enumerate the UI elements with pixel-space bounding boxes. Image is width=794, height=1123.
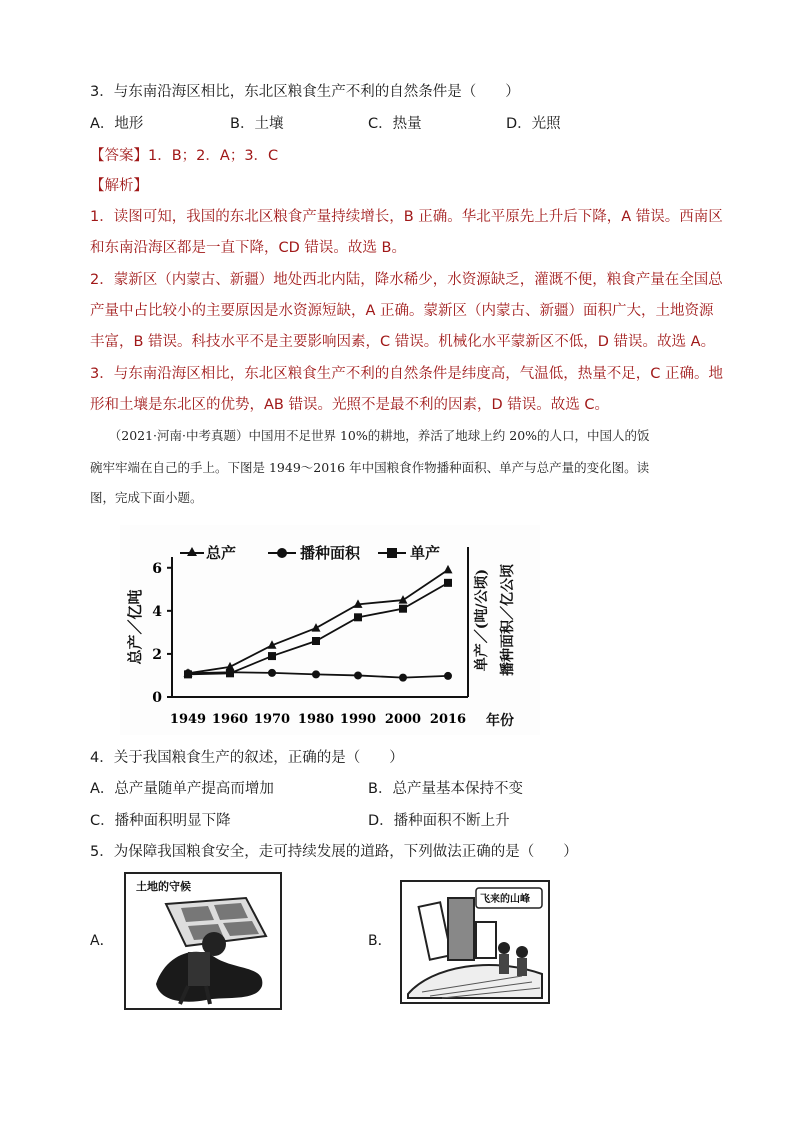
series-2-point <box>312 637 320 645</box>
passage-line-2: 碗牢牢端在自己的手上。下图是 1949～2016 年中国粮食作物播种面积、单产与总产量的变化图。读 <box>90 460 650 475</box>
x-tick-label: 1980 <box>297 712 335 727</box>
right-axis-label-2: 播种面积／亿公顷 <box>500 564 516 676</box>
x-tick-label: 2000 <box>384 712 422 727</box>
q4-stem: 4．关于我国粮食生产的叙述，正确的是（ ） <box>90 750 404 766</box>
q5-option-a-label: A． <box>90 933 114 949</box>
series-2-point <box>184 670 192 678</box>
analysis-line-2: 和东南沿海区都是一直下降，CD 错误。故选 B。 <box>90 240 406 256</box>
q4-option-d: D．播种面积不断上升 <box>368 813 510 829</box>
x-axis-label: 年份 <box>486 713 514 729</box>
analysis-line-3: 2．蒙新区（内蒙古、新疆）地处西北内陆，降水稀少，水资源缺乏，灌溉不便，粮食产量在全国总 <box>90 272 723 288</box>
series-1-point <box>268 669 276 677</box>
x-tick-label: 1960 <box>211 712 249 727</box>
analysis-line-5: 丰富，B 错误。科技水平不是主要影响因素，C 错误。机械化水平蒙新区不低，D 错误。故选 A。 <box>90 334 716 350</box>
series-1-point <box>444 672 452 680</box>
x-tick-label: 1949 <box>169 712 207 727</box>
q5-stem: 5．为保障我国粮食安全，走可持续发展的道路，下列做法正确的是（ ） <box>90 844 578 860</box>
legend-total: 总产 <box>206 544 237 562</box>
q5-cartoon-b <box>400 880 550 1004</box>
series-1-point <box>399 674 407 682</box>
x-tick-label: 2016 <box>429 712 467 727</box>
analysis-line-6: 3．与东南沿海区相比，东北区粮食生产不利的自然条件是纬度高，气温低，热量不足，C 正确。地 <box>90 366 723 382</box>
y-tick-label: 2 <box>152 646 162 663</box>
q3-option-d: D．光照 <box>506 116 561 132</box>
passage-line-1: （2021·河南·中考真题）中国用不足世界 10%的耕地，养活了地球上约 20%的人口，中国人的饭 <box>90 428 650 443</box>
y-axis-label: 总产／亿吨 <box>126 589 144 665</box>
x-tick-label: 1970 <box>253 712 291 727</box>
analysis-line-1: 1．读图可知，我国的东北区粮食产量持续增长，B 正确。华北平原先上升后下降，A 错误。西南区 <box>90 209 723 225</box>
q3-option-a: A．地形 <box>90 116 144 132</box>
q4-option-b: B．总产量基本保持不变 <box>368 781 523 797</box>
passage-line-3: 图，完成下面小题。 <box>90 490 203 505</box>
legend-yield: 单产 <box>410 544 441 562</box>
legend-square-marker <box>387 548 397 558</box>
series-2-point <box>268 652 276 660</box>
answer-line: 【答案】1．B；2．A；3．C <box>90 148 279 164</box>
cartoon-a-title: 土地的守候 <box>136 880 191 893</box>
q5-option-b-label: B． <box>368 933 392 949</box>
series-2-point <box>399 605 407 613</box>
analysis-title: 【解析】 <box>90 178 148 194</box>
q3-stem: 3．与东南沿海区相比，东北区粮食生产不利的自然条件是（ ） <box>90 84 520 100</box>
series-2-point <box>444 579 452 587</box>
legend-area: 播种面积 <box>300 544 361 562</box>
cartoon-b-title: 飞来的山峰 <box>480 894 530 905</box>
analysis-line-4: 产量中占比较小的主要原因是水资源短缺，A 正确。蒙新区（内蒙古、新疆）面积广大，土地资源 <box>90 303 714 319</box>
series-2-point <box>226 669 234 677</box>
grain-production-chart <box>120 525 540 735</box>
q3-option-c: C．热量 <box>368 116 422 132</box>
q4-option-c: C．播种面积明显下降 <box>90 813 231 829</box>
cartoon-a-drawing <box>126 874 280 1008</box>
right-axis-label-1: 单产／(吨/公顷) <box>474 568 490 672</box>
legend-circle-marker <box>277 548 287 558</box>
y-tick-label: 0 <box>152 690 162 706</box>
y-tick-label: 6 <box>152 560 162 577</box>
q4-option-a: A．总产量随单产提高而增加 <box>90 781 274 797</box>
cartoon-b-drawing <box>402 882 548 1002</box>
analysis-line-7: 形和土壤是东北区的优势，AB 错误。光照不是最不利的因素，D 错误。故选 C。 <box>90 397 609 413</box>
q3-option-b: B．土壤 <box>230 116 284 132</box>
series-1-point <box>354 671 362 679</box>
x-tick-label: 1990 <box>339 712 377 727</box>
q5-cartoon-a <box>124 872 282 1010</box>
series-1-point <box>312 670 320 678</box>
y-tick-label: 4 <box>152 603 162 620</box>
series-2-point <box>354 613 362 621</box>
